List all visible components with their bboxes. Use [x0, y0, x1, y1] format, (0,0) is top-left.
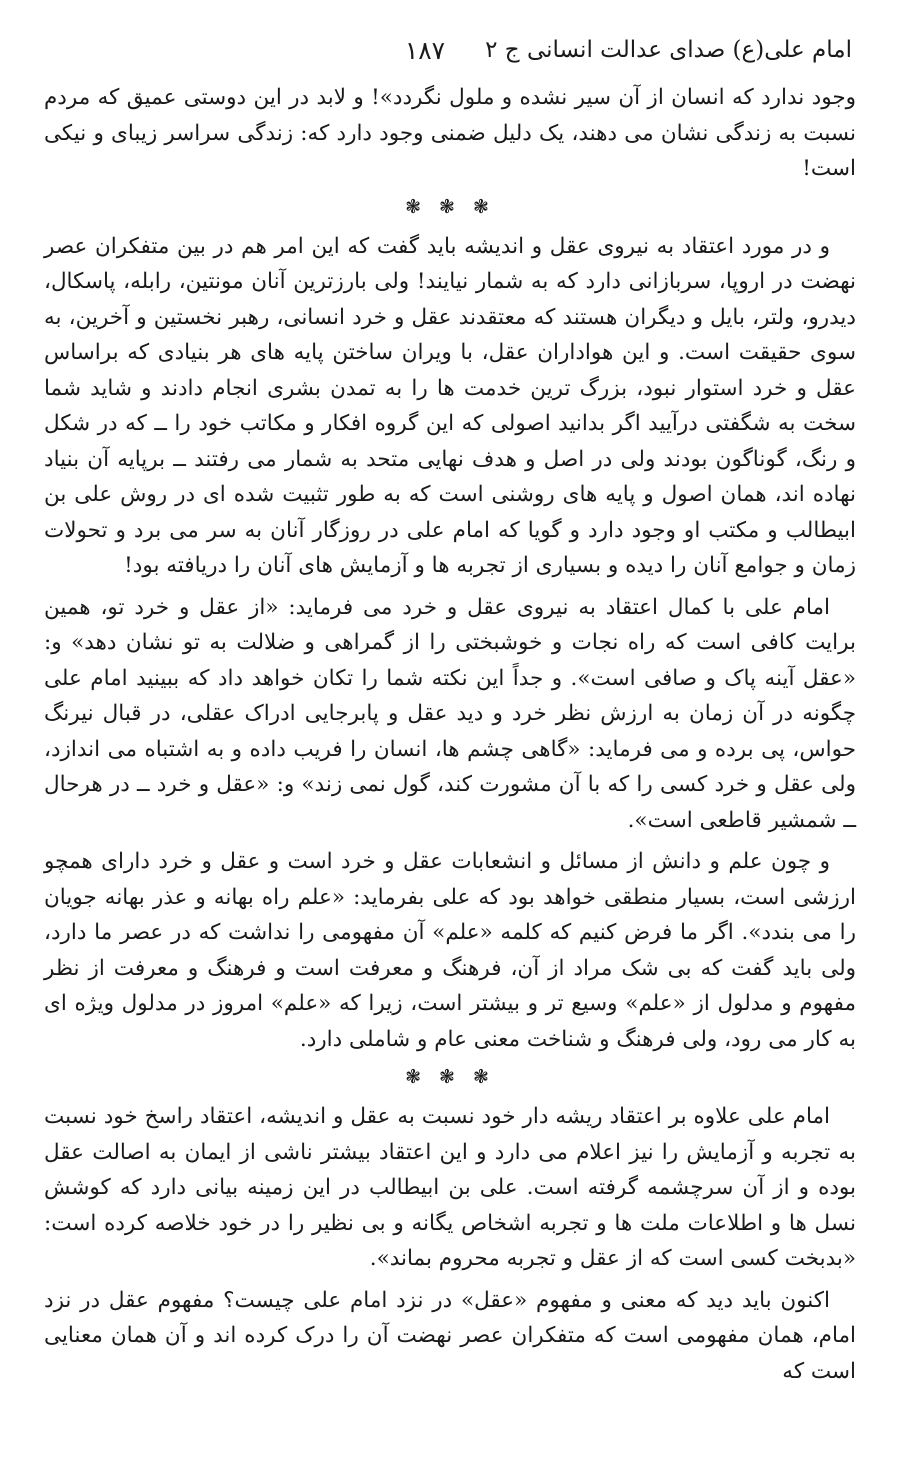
paragraph-4: و چون علم و دانش از مسائل و انشعابات عقل و خرد است و عقل و خرد دارای همچو ارزشی است، بسیار منطقی خواهد بود که علی بفرماید: «علم راه بهانه و عذر بهانه جویان را می بندد». اگر ما فرض کنیم که کلمه «علم» آن مفهومی را نداشت که در عصر ما دارد، ولی باید گفت که بی شک مراد از آن، فرهنگ و معرفت است و فرهنگ و معرفت از نظر مفهوم و مدلول از «علم» وسیع تر و بیشتر است، زیرا که «علم» امروز در مدلول ویژه ای به کار می رود، ولی فرهنگ و شناخت معنی عام و شاملی دارد.: [44, 849, 856, 1052]
page-header: [404, 30, 852, 70]
paragraph-1: وجود ندارد که انسان از آن سیر نشده و ملول نگردد»! و لابد در این دوستی عمیق که مردم نسبت به زندگی نشان می دهند، یک دلیل ضمنی وجود دارد که: زندگی سراسر زیبای و نیکی است!: [44, 85, 856, 181]
running-title: امام علی(ع) صدای عدالت انسانی ج ۲: [485, 37, 852, 63]
section-separator-1: ❃ ❃ ❃: [405, 195, 495, 218]
page-number: ۱۸۷: [404, 35, 446, 65]
paragraph-2: و در مورد اعتقاد به نیروی عقل و اندیشه باید گفت که این امر هم در بین متفکران عصر نهضت در اروپا، سربازانی دارد که به شمار نیایند! ولی بارزترین آنان مونتین، رابله، پاسکال، دیدرو، ولتر، بایل و دیگران هستند که معتقدند عقل و خرد انسانی، رهبر نخستین و آخرین، به سوی حقیقت است. و این هواداران عقل، با ویران ساختن پایه های هر بنیادی که براساس عقل و خرد استوار نبود، بزرگ ترین خدمت ها را به تمدن بشری انجام دادند و شاید شما سخت به شگفتی درآیید اگر بدانید اصولی که این گروه افکار و مکاتب خود را ــ که در شکل و رنگ، گوناگون بودند ولی در اصل و هدف نهایی متحد به شمار می رفتند ــ برپایه آن بنیاد نهاده اند، همان اصول و پایه های روشنی است که به طور تثبیت شده ای در روش علی بن ابیطالب و مکتب او وجود دارد و گویا که امام علی در روزگار آنان به سر می برد و تحولات زمان و جوامع آنان را دیده و بسیاری از تجربه ها و آزمایش های آنان را دریافته بود!: [44, 233, 856, 578]
section-separator-2: ❃ ❃ ❃: [405, 1066, 495, 1088]
paragraph-6: اکنون باید دید که معنی و مفهوم «عقل» در نزد امام علی چیست؟ مفهوم عقل در نزد امام، همان مفهومی است که متفکران عصر نهضت آن را درک کرده اند و آن همان معنایی است که: [44, 1287, 856, 1384]
paragraph-5: امام علی علاوه بر اعتقاد ریشه دار خود نسبت به عقل و اندیشه، اعتقاد راسخ خود نسبت به تجربه و آزمایش را نیز اعلام می دارد و این اعتقاد بیشتر ناشی از ایمان به اصالت عقل بوده و از آن سرچشمه گرفته است. علی بن ابیطالب در این زمینه بیانی دارد که کوشش نسل ها و اطلاعات ملت ها و تجربه اشخاص یگانه و بی نظیر را در خود خلاصه کرده است: «بدبخت کسی است که از عقل و تجربه محروم بماند».: [44, 1104, 856, 1271]
paragraph-3: امام علی با کمال اعتقاد به نیروی عقل و خرد می فرماید: «از عقل و خرد تو، همین برایت کافی است که راه نجات و خوشبختی را از گمراهی و ضلالت به تو نشان دهد» و: «عقل آینه پاک و صافی است». و جداً این نکته شما را تکان خواهد داد که ببینید امام علی چگونه در آن زمان به ارزش نظر خرد و دید عقل و پابرجایی ادراک عقلی، در قبال نیرنگ حواس، پی برده و می فرماید: «گاهی چشم ها، انسان را فریب داده و به اشتباه می اندازد، ولی عقل و خرد کسی را که با آن مشورت کند، گول نمی زند» و: «عقل و خرد ــ در هرحال ــ شمشیر قاطعی است».: [44, 594, 856, 833]
body-text: [44, 80, 856, 1389]
